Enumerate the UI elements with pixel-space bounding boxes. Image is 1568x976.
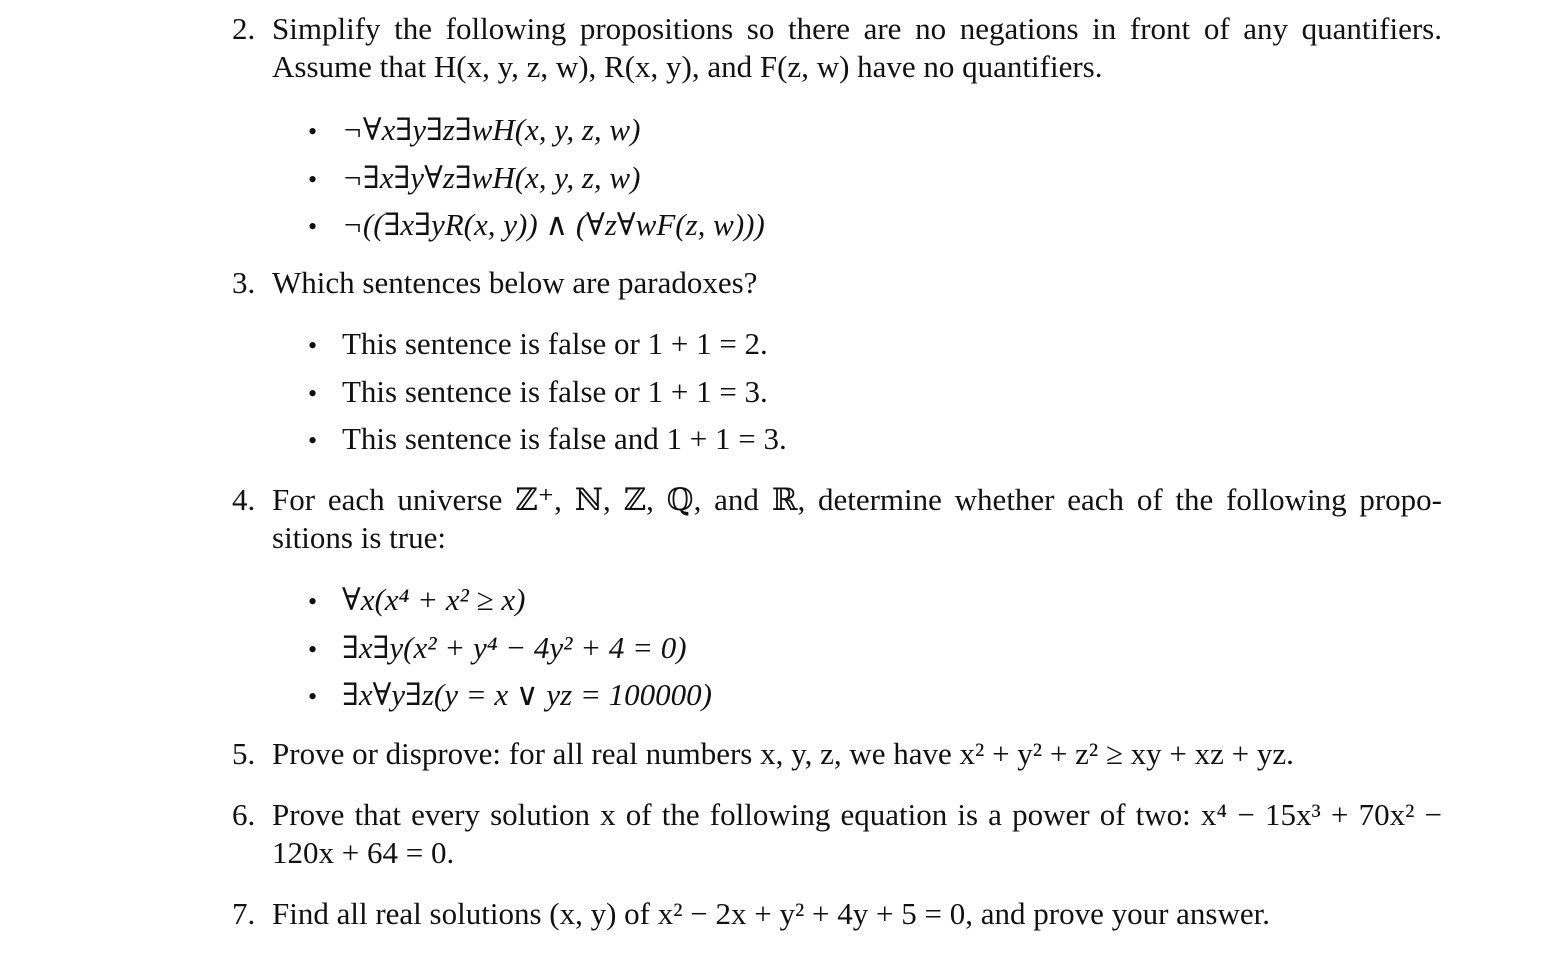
sentence: This sentence is false and 1 + 1 = 3. xyxy=(342,421,787,456)
bullet-icon: • xyxy=(308,212,318,241)
problem-2-list xyxy=(308,106,765,249)
problem-7 xyxy=(232,895,1442,933)
problem-text: Prove that every solution x of the following equation is a power of two: x⁴ − 15x³ + 70x² − 120x + 64 = 0. xyxy=(272,797,1442,870)
list-item xyxy=(308,415,787,463)
sentence: This sentence is false or 1 + 1 = 3. xyxy=(342,373,768,409)
list-item xyxy=(308,671,712,719)
list-item xyxy=(308,201,765,249)
list-item xyxy=(308,106,765,154)
problem-number: 6. xyxy=(232,797,256,832)
problem-number: 4. xyxy=(232,482,256,517)
problem-6 xyxy=(232,796,1442,872)
list-item xyxy=(308,576,712,624)
bullet-icon: • xyxy=(308,117,318,146)
bullet-icon: • xyxy=(308,164,318,194)
problem-3 xyxy=(232,264,1442,302)
list-item xyxy=(308,624,712,672)
problem-5 xyxy=(232,735,1442,773)
formula: ∃x∃y(x² + y⁴ − 4y² + 4 = 0) xyxy=(342,629,687,665)
formula: ∃x∀y∃z(y = x ∨ yz = 100000) xyxy=(342,677,712,712)
bullet-icon: • xyxy=(308,378,318,408)
problem-2 xyxy=(232,10,1442,86)
sentence: This sentence is false or 1 + 1 = 2. xyxy=(342,326,768,361)
problem-4-list xyxy=(308,576,712,719)
formula: ¬∀x∃y∃z∃wH(x, y, z, w) xyxy=(342,112,641,147)
formula: ¬∃x∃y∀z∃wH(x, y, z, w) xyxy=(342,159,641,195)
bullet-icon: • xyxy=(308,331,318,360)
list-item xyxy=(308,154,765,202)
formula: ∀x(x⁴ + x² ≥ x) xyxy=(342,582,526,617)
bullet-icon: • xyxy=(308,587,318,616)
problem-number: 7. xyxy=(232,896,256,931)
problem-number: 5. xyxy=(232,736,256,771)
problem-text: Which sentences below are paradoxes? xyxy=(272,265,758,300)
bullet-icon: • xyxy=(308,426,318,455)
list-item xyxy=(308,368,787,416)
problem-text: Find all real solutions (x, y) of x² − 2x + y² + 4y + 5 = 0, and prove your answer. xyxy=(272,896,1270,931)
problem-text: Prove or disprove: for all real numbers x, y, z, we have x² + y² + z² ≥ xy + xz + yz. xyxy=(272,736,1294,771)
problem-number: 3. xyxy=(232,265,256,300)
bullet-icon: • xyxy=(308,682,318,711)
formula: ¬((∃x∃yR(x, y)) ∧ (∀z∀wF(z, w))) xyxy=(342,207,765,242)
problem-text: Simplify the following propositions so there are no negations in front of any quantifiers. Assume that H(x, y, z, w), R(x, y), and F(z, w) have no quantifiers. xyxy=(272,11,1442,84)
problem-3-list xyxy=(308,320,787,463)
problem-number: 2. xyxy=(232,11,256,46)
list-item xyxy=(308,320,787,368)
bullet-icon: • xyxy=(308,634,318,664)
problem-text: For each universe ℤ⁺, ℕ, ℤ, ℚ, and ℝ, determine whether each of the following propo-sitions is true: xyxy=(272,482,1442,555)
problem-4 xyxy=(232,481,1442,557)
